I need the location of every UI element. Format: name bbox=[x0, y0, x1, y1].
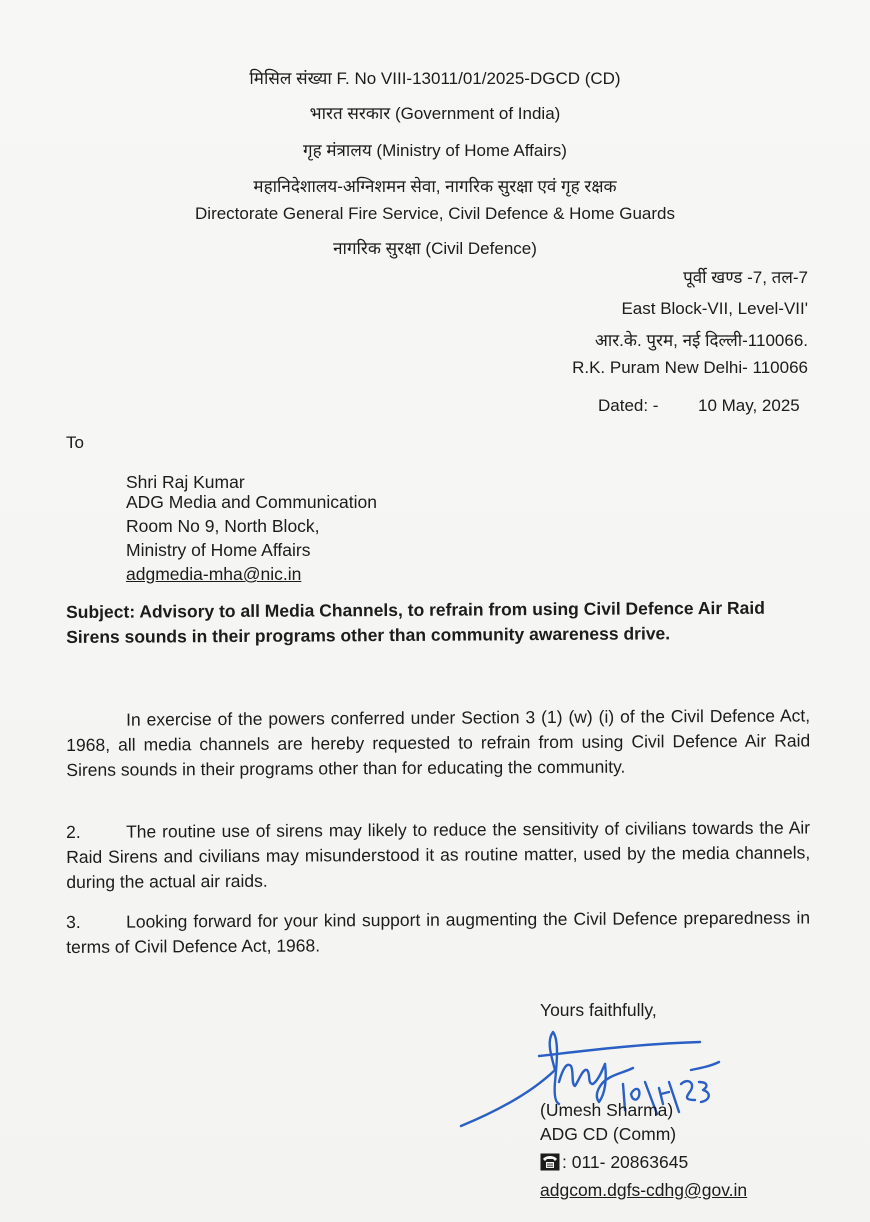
office-address-line-4: R.K. Puram New Delhi- 110066 bbox=[572, 358, 808, 377]
directorate-english: Directorate General Fire Service, Civil Defence & Home Guards bbox=[195, 204, 675, 223]
paragraph-1-text: In exercise of the powers conferred under Section 3 (1) (w) (i) of the Civil Defence Act, 1968, all media channels are hereby requested to refrain from using Civil Defence Air Raid Sirens sounds in their programs other than for educating the community. bbox=[66, 705, 811, 780]
paragraph-2-text: The routine use of sirens may likely to reduce the sensitivity of civilians towards the Air Raid Sirens and civilians may misunderstood it as routine matter, used by the media channels, during the actual air raids. bbox=[66, 817, 811, 892]
recipient-room: Room No 9, North Block, bbox=[126, 516, 320, 536]
paragraph-3 bbox=[66, 905, 810, 960]
office-address-line-3: आर.के. पुरम, नई दिल्ली-110066. bbox=[594, 331, 808, 350]
paragraph-3-number: 3. bbox=[66, 911, 81, 932]
office-address-line-2: East Block-VII, Level-VII' bbox=[621, 299, 808, 318]
to-label: To bbox=[66, 433, 84, 452]
recipient-designation: ADG Media and Communication bbox=[126, 492, 377, 512]
recipient-ministry: Ministry of Home Affairs bbox=[126, 540, 311, 560]
file-number: मिसिल संख्या F. No VIII-13011/01/2025-DGCD (CD) bbox=[249, 69, 621, 88]
dated-value: 10 May, 2025 bbox=[698, 396, 800, 415]
directorate-hindi: महानिदेशालय-अग्निशमन सेवा, नागरिक सुरक्षा एवं गृह रक्षक bbox=[253, 177, 617, 196]
signatory-email[interactable]: adgcom.dgfs-cdhg@gov.in bbox=[540, 1180, 748, 1200]
paragraph-1 bbox=[66, 703, 810, 783]
government-line: भारत सरकार (Government of India) bbox=[309, 104, 561, 123]
dated-label: Dated: - bbox=[598, 396, 659, 415]
paragraph-2-number: 2. bbox=[66, 821, 81, 842]
ministry-line: गृह मंत्रालय (Ministry of Home Affairs) bbox=[303, 141, 567, 160]
paragraph-2 bbox=[66, 815, 810, 895]
recipient-email[interactable]: adgmedia-mha@nic.in bbox=[126, 564, 302, 584]
telephone-icon bbox=[540, 1153, 560, 1171]
division-line: नागरिक सुरक्षा (Civil Defence) bbox=[333, 239, 537, 258]
signatory-designation: ADG CD (Comm) bbox=[540, 1124, 677, 1144]
closing-salutation: Yours faithfully, bbox=[540, 1000, 657, 1020]
phone-number: : 011- 20863645 bbox=[562, 1152, 689, 1172]
signatory-name: (Umesh Sharma) bbox=[540, 1100, 674, 1120]
paragraph-3-text: Looking forward for your kind support in augmenting the Civil Defence preparedness in terms of Civil Defence Act, 1968. bbox=[66, 907, 811, 957]
office-address-line-1: पूर्वी खण्ड -7, तल-7 bbox=[683, 268, 808, 287]
subject-line: Subject: Advisory to all Media Channels, to refrain from using Civil Defence Air Raid Sirens sounds in their programs other than community awareness drive. bbox=[66, 597, 765, 647]
phone-line bbox=[540, 1152, 688, 1173]
recipient-name: Shri Raj Kumar bbox=[126, 472, 245, 492]
